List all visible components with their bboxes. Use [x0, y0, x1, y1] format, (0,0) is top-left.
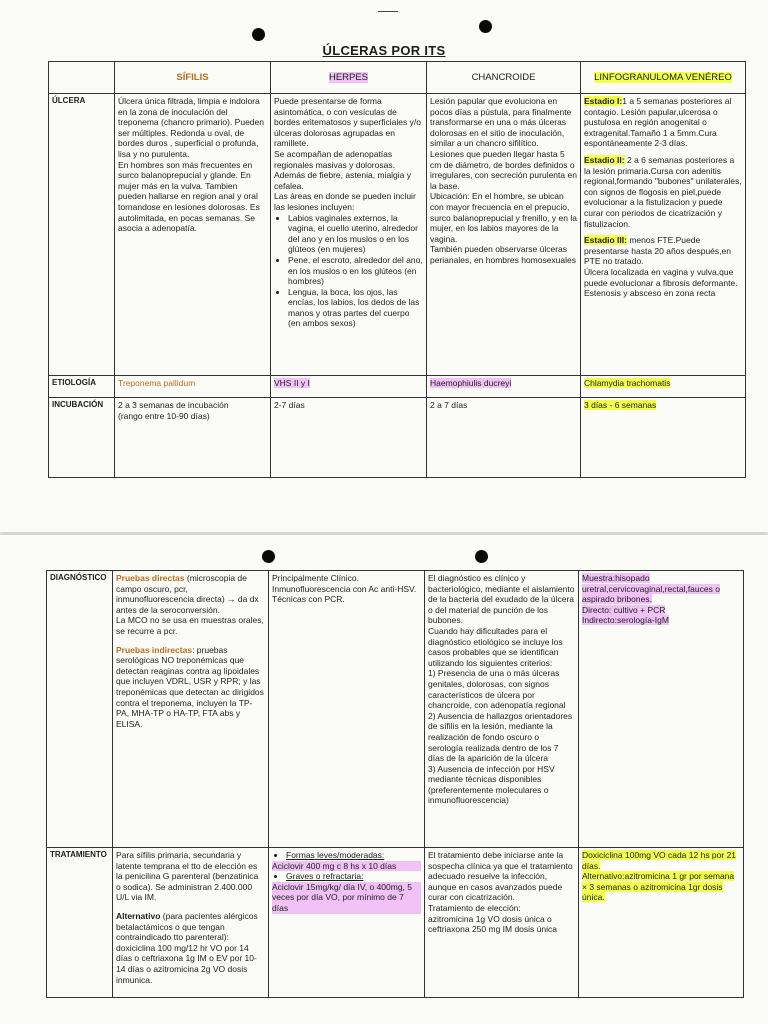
table-row-tratamiento — [47, 848, 744, 998]
document-title: ÚLCERAS POR ITS — [322, 43, 446, 58]
cell-diagnostico-lgv: Muestra:hisopado uretral,cervicovaginal,rectal,fauces o aspirado bribones. Directo: cultivo + PCR Indirecto:serología-IgM — [579, 571, 744, 848]
header-row — [49, 62, 746, 94]
cell-tratamiento-chancroide: El tratamiento debe iniciarse ante la sospecha clínica ya que el tratamiento adecuado resuelve la infección, aunque en casos avanzados puede curar con cicatrización. Tratamiento de elección: azitromicina 1g VO dosis única o ceftriaxona 250 mg IM dosis única — [425, 848, 579, 998]
treatment-list — [272, 850, 421, 861]
column-header-chancroide: CHANCROIDE — [427, 62, 581, 94]
list-item: • Pene, el escroto, alrededor del ano, en los muslos o en los glúteos (en hombres) — [288, 255, 423, 287]
column-header-herpes: HERPES — [271, 62, 427, 94]
binder-hole — [262, 550, 275, 563]
table-row-ulcera — [49, 94, 746, 376]
list-item: • Lengua, la boca, los ojos, las encías, los labios, los dedos de las manos y otras partes del cuerpo (en ambos sexos) — [288, 287, 423, 329]
binder-hole — [479, 20, 492, 33]
cell-diagnostico-herpes: Principalmente Clínico. Inmunofluorescencia con Ac anti-HSV. Técnicas con PCR. — [269, 571, 425, 848]
cell-tratamiento-sifilis: Para sífilis primaria, secundaria y latente temprana el tto de elección es la penicilina G parenteral (benzatinica o sodica). Se administran 2.400.000 U/L via IM. Alternativo (para pacientes alérgicos betalactámicos o que tengan contraindicado tto parenteral): doxiciclina 100 mg/12 hr VO por 14 días o ceftriaxona 1g IM o EV por 10-14 días o azitromicina 2g VO dosis inmunica. — [113, 848, 269, 998]
cell-ulcera-sifilis: Úlcera única filtrada, limpia e indolora en la zona de inoculación del treponema (chancro primario). Pueden ser múltiples. Redonda u oval, de bordes duros , superficial o profunda, lisa y no purulenta. En hombres son más frecuentes en surco balanoprepucial y glande. En mujer más en la vulva. Tambien pueden hallarse en region anal y oral tornandose en lesiones dolorosas. Es autolimitada, en pocas semanas. Se asocia a adenopatía. — [115, 94, 271, 376]
table-top — [48, 61, 746, 478]
table-row-incubacion — [49, 398, 746, 478]
table-row-etiologia — [49, 376, 746, 398]
column-header-lgv: LINFOGRANULOMA VENÉREO — [581, 62, 746, 94]
row-label: DIAGNÓSTICO — [47, 571, 113, 848]
cell-ulcera-lgv: Estadio I:1 a 5 semanas posteriores al contagio. Lesión papular,ulcerosa o pustulosa en región anogenital o extragenital.Tamaño 1 a 5mm.Cura espontáneamente 2-3 días. Estadio II: 2 a 6 semanas posteriores a la lesión primaria.Cursa con adenitis regional,formando "bubones" unilaterales, con signos de flogosis en piel,puede evolucionar a la fistulizacion y puede curar con periodos de cicatrización y fistulizacion. Estadio III: menos FTE.Puede presentarse hasta 20 años después,en PTE no tratado. Úlcera localizada en vagina y vulva,que puede evolucionar a fibrosis deformante. Estenosis y absceso en zona recta — [581, 94, 746, 376]
cell-incubacion-sifilis: 2 a 3 semanas de incubación (rango entre 10-90 días) — [115, 398, 271, 478]
cell-diagnostico-sifilis: Pruebas directas (microscopia de campo oscuro, pcr, inmunofluorescencia directa) → da dx antes de la seroconversión. La MCO no se usa en muestras orales, se recurre a pcr. Pruebas indirectas: pruebas serológicas NO treponémicas que detectan reaginas contra ag lipoidales que incluyen VDRL, USR y RPR; y las treponémicas que detectan ac dirigidos contra el treponema, incluyen la TP-PA, MHA-TP o HA-TP, FTA abs y ELISA. — [113, 571, 269, 848]
list-item: • Labios vaginales externos, la vagina, el cuello uterino, alrededor del ano y en los muslos o en los glúteos (en mujeres) — [288, 213, 423, 255]
list-item: • Graves o refractaria: — [286, 871, 421, 882]
cell-tratamiento-herpes: • Formas leves/moderadas: Aciclovir 400 mg c 8 hs x 10 días • Graves o refractaria: Aciclovir 15mg/kg/ día IV, o 400mg, 5 veces por día VO, por mínimo de 7 días — [269, 848, 425, 998]
cell-ulcera-herpes: Puede presentarse de forma asintomática, o con vesículas de bordes eritematosos y superficiales y/o úlceras dolorosas agrupadas en ramillete. Se acompañan de adenopatías regionales masivas y dolorosas. Además de fiebre, astenia, mialgia y cefalea. Las áreas en donde se pueden incluir las lesiones incluyen: • Labios vaginales externos, la vagina, el cuello uterino, alrededor del ano y en los muslos o en los glúteos (en mujeres) • Pene, el escroto, alrededor del ano, en los muslos o en los glúteos (en hombres) • Lengua, la boca, los ojos, las encías, los labios, los dedos de las manos y otras partes del cuerpo (en ambos sexos) — [271, 94, 427, 376]
row-label: INCUBACIÓN — [49, 398, 115, 478]
binder-hole — [252, 28, 265, 41]
cell-etiologia-herpes: VHS II y I — [271, 376, 427, 398]
treatment-list — [272, 871, 421, 882]
lesion-list — [274, 213, 423, 330]
column-header-sifilis: SÍFILIS — [115, 62, 271, 94]
table-row-diagnostico — [47, 571, 744, 848]
cell-ulcera-chancroide: Lesión papular que evoluciona en pocos días a pústula, para finalmente transformarse en una o más úlceras dolorosas en el sitio de inoculación, similar a un chancro sifilítico. Lesiones que pueden llegar hasta 5 cm de diámetro, de bordes definidos o irregulares, con secreción purulenta en la base. Ubicación: En el hombre, se ubican con mayor frecuencia en el prepucio, surco balanoprepucial y frenillo, y en la mujer, en los labios mayores de la vagina. También pueden observarse úlceras perianales, en hombres homosexuales — [427, 94, 581, 376]
row-label: ETIOLOGÍA — [49, 376, 115, 398]
cell-incubacion-lgv: 3 días - 6 semanas — [581, 398, 746, 478]
cell-tratamiento-lgv: Doxiciclina 100mg VO cada 12 hs por 21 días. Alternativo:azitromicina 1 gr por semana × 3 semanas o azitromicina 1gr dosis única. — [579, 848, 744, 998]
cell-etiologia-chancroide: Haemophiulis ducreyi — [427, 376, 581, 398]
row-label: ÚLCERA — [49, 94, 115, 376]
ink-mark — [378, 11, 398, 12]
row-label: TRATAMIENTO — [47, 848, 113, 998]
cell-incubacion-chancroide: 2 a 7 días — [427, 398, 581, 478]
cell-etiologia-sifilis: Treponema pallidum — [115, 376, 271, 398]
cell-incubacion-herpes: 2-7 días — [271, 398, 427, 478]
list-item: • Formas leves/moderadas: — [286, 850, 421, 861]
table-bottom — [46, 570, 744, 998]
cell-diagnostico-chancroide: El diagnóstico es clínico y bacteriológico, mediante el aislamiento de la bacteria del exudado de la úlcera o del material de punción de los bubones. Cuando hay dificultades para el diagnóstico etiológico se incluye los casos probables que se identifican utilizando los siguientes criterios: 1) Presencia de una o más úlceras genitales, dolorosas, con signos característicos de úlcera por chancroide, con adenopatía regional 2) Ausencia de hallazgos orientadores de sífilis en la lesión, mediante la realización de fondo oscuro o serología realizada dentro de los 7 días de la aparición de la úlcera 3) Ausencia de infección por HSV mediante técnicas disponibles (preferentemente moleculares o inmunofluorescencia) — [425, 571, 579, 848]
page-2 — [0, 535, 768, 1024]
cell-etiologia-lgv: Chlamydia trachomatis — [581, 376, 746, 398]
binder-hole — [475, 550, 488, 563]
corner-cell — [49, 62, 115, 94]
